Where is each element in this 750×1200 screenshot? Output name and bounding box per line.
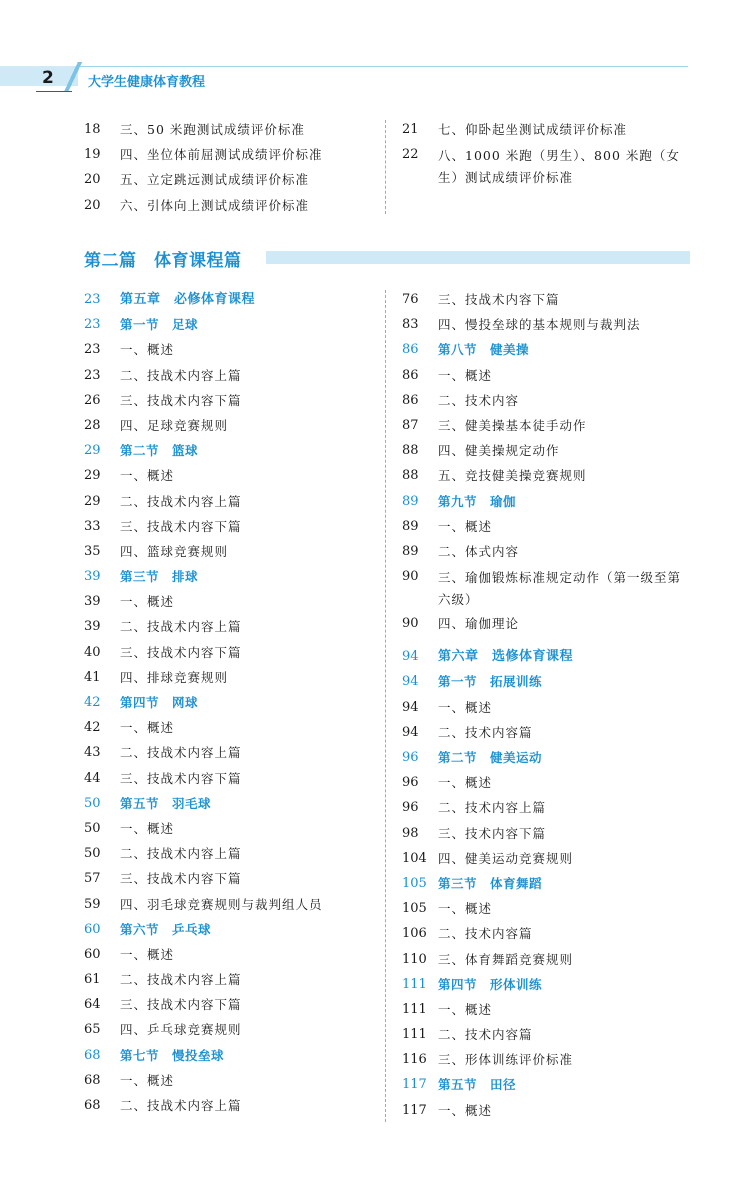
toc-entry [84,196,374,221]
toc-page-number: 94 [402,699,419,715]
toc-section-entry [402,1075,692,1100]
toc-page-number: 35 [84,543,101,559]
toc-entry-title: 二、技术内容篇 [438,1027,533,1043]
toc-entry-title: 第三节 体育舞蹈 [438,875,543,891]
toc-entry [402,899,692,924]
toc-entry [84,668,374,693]
toc-chapter-entry [84,290,374,315]
toc-page-number: 117 [402,1102,427,1118]
toc-entry [402,416,692,441]
toc-entry-title: 第六节 乒乓球 [120,921,212,937]
toc-entry [84,995,374,1020]
toc-entry [402,391,692,416]
toc-page-number: 105 [402,901,427,917]
book-title: 大学生健康体育教程 [88,75,206,90]
toc-page-number: 104 [402,850,427,866]
toc-page-number: 86 [402,367,419,383]
toc-section-entry [402,492,692,517]
toc-entry-title: 一、概述 [120,946,175,962]
toc-page-number: 33 [84,518,101,534]
toc-section-entry [402,340,692,365]
toc-page-number: 50 [84,795,101,811]
toc-entry [84,617,374,642]
toc-entry-title: 三、技战术内容下篇 [438,292,560,307]
toc-entry [84,1096,374,1121]
toc-page-number: 23 [84,367,101,383]
toc-section-entry [84,693,374,718]
toc-page-number: 41 [84,669,101,685]
toc-section-entry [402,874,692,899]
toc-page-number: 23 [84,292,101,307]
toc-entry-title: 四、羽毛球竞赛规则与裁判组人员 [120,896,323,912]
toc-page-number: 60 [84,921,101,937]
toc-entry [402,798,692,823]
toc-entry [84,1020,374,1045]
toc-entry-title: 四、足球竞赛规则 [120,417,229,433]
toc-entry-title: 二、技术内容篇 [438,724,533,740]
toc-section-entry [84,794,374,819]
column-divider-top [385,120,386,214]
toc-entry-title: 第一节 拓展训练 [438,674,543,690]
toc-section-entry [84,920,374,945]
toc-entry-title: 一、概述 [120,342,175,358]
toc-page-number: 89 [402,493,419,509]
toc-chapter-entry [402,647,692,672]
toc-page-number: 96 [402,750,419,765]
toc-entry-title: 二、技战术内容上篇 [120,745,242,761]
toc-entry [84,416,374,441]
toc-entry-title: 第六章 选修体育课程 [438,649,574,665]
toc-page-number: 68 [84,1098,101,1113]
toc-entry-title: 一、概述 [120,720,175,736]
toc-entry-title: 三、体育舞蹈竞赛规则 [438,951,574,967]
toc-entry-title: 五、竞技健美操竞赛规则 [438,468,587,484]
toc-page-number: 68 [84,1072,101,1088]
toc-entry [84,869,374,894]
toc-page-number: 39 [84,594,101,610]
page-number: 2 [42,68,54,88]
toc-entry [402,614,692,639]
toc-entry [402,290,692,315]
toc-entry [84,718,374,743]
toc-entry-title: 二、体式内容 [438,543,520,559]
toc-entry-title: 四、瑜伽理论 [438,616,520,632]
toc-page-number: 19 [84,147,101,163]
toc-entry [402,773,692,798]
toc-page-number: 28 [84,417,101,433]
toc-entry [402,849,692,874]
toc-page-number: 29 [84,493,101,509]
toc-entry [84,970,374,995]
toc-section-entry [84,567,374,592]
toc-page-number: 86 [402,392,419,408]
toc-entry [84,643,374,668]
toc-entry-title: 一、概述 [120,468,175,484]
toc-page-number: 106 [402,926,427,942]
toc-entry-title: 一、概述 [438,775,493,791]
toc-entry-title: 三、技术内容下篇 [438,825,547,841]
toc-entry-title: 一、概述 [120,1072,175,1088]
toc-top-left-column [84,120,374,221]
toc-entry-title: 四、排球竞赛规则 [120,669,229,685]
toc-entry-title: 三、50 米跑测试成绩评价标准 [120,122,305,137]
toc-entry [402,441,692,466]
toc-page-number: 50 [84,820,101,836]
toc-entry-title: 五、立定跳远测试成绩评价标准 [120,172,310,188]
toc-entry-title: 第一节 足球 [120,317,199,333]
toc-entry [402,950,692,975]
toc-page-number: 50 [84,846,101,862]
toc-entry [402,924,692,949]
toc-entry [84,819,374,844]
toc-entry-title: 四、慢投垒球的基本规则与裁判法 [438,317,641,333]
toc-page-number: 40 [84,644,101,660]
toc-entry-title: 四、乒乓球竞赛规则 [120,1022,242,1038]
toc-entry [402,120,692,145]
toc-page-number: 20 [84,172,101,188]
toc-page-number: 117 [402,1077,427,1093]
toc-page-number: 23 [84,342,101,358]
toc-page-number: 42 [84,720,101,736]
toc-entry-title: 二、技战术内容上篇 [120,1098,242,1113]
toc-entry [402,517,692,542]
toc-entry-title: 三、技战术内容下篇 [120,392,242,408]
toc-entry [402,466,692,491]
toc-page-number: 64 [84,997,101,1013]
toc-page-number: 94 [402,674,419,690]
toc-page-number: 42 [84,695,101,710]
toc-page-number: 39 [84,569,101,585]
toc-entry-title: 第二节 篮球 [120,443,199,459]
part-title-bar [266,251,690,264]
toc-entry [84,517,374,542]
toc-entry-title: 四、坐位体前屈测试成绩评价标准 [120,147,323,163]
toc-page-number: 111 [402,1027,427,1043]
toc-entry [84,145,374,170]
part-title: 第二篇 体育课程篇 [84,251,242,271]
toc-page-number: 39 [84,619,101,635]
toc-entry [84,170,374,195]
toc-entry-title: 一、概述 [438,901,493,917]
toc-page-number: 65 [84,1022,101,1038]
toc-page-number: 111 [402,1001,427,1017]
toc-entry [402,698,692,723]
toc-entry [84,542,374,567]
toc-entry-title: 一、概述 [120,594,175,610]
toc-entry [402,542,692,567]
toc-entry [402,1000,692,1025]
toc-section-entry [84,315,374,340]
toc-entry-title: 第九节 瑜伽 [438,493,517,509]
toc-page-number: 22 [402,147,419,163]
toc-page-number: 83 [402,317,419,333]
column-divider-main [385,290,386,1122]
toc-entry [402,145,692,192]
toc-entry-title: 八、1000 米跑（男生）、800 米跑（女生）测试成绩评价标准 [438,148,680,186]
toc-section-entry [402,672,692,697]
toc-page-number: 76 [402,292,419,307]
toc-page-number: 57 [84,871,101,887]
toc-entry-title: 二、技术内容上篇 [438,800,547,816]
toc-page-number: 61 [84,972,101,988]
header-slash-decoration [62,62,84,92]
toc-entry-title: 二、技战术内容上篇 [120,493,242,509]
toc-page-number: 111 [402,976,427,992]
page-number-underline [36,91,72,92]
toc-entry-title: 一、概述 [438,1102,493,1118]
toc-entry [84,492,374,517]
toc-entry-title: 三、技战术内容下篇 [120,770,242,786]
toc-entry-title: 二、技战术内容上篇 [120,619,242,635]
toc-entry-title: 四、健美操规定动作 [438,443,560,459]
toc-entry [402,723,692,748]
toc-entry [402,1025,692,1050]
toc-page-number: 23 [84,317,101,333]
toc-entry-title: 第四节 形体训练 [438,976,543,992]
toc-entry-title: 三、技战术内容下篇 [120,871,242,887]
toc-page-number: 26 [84,392,101,408]
toc-entry-title: 一、概述 [438,518,493,534]
toc-page-number: 98 [402,825,419,841]
toc-entry [84,844,374,869]
page-header [0,56,750,96]
toc-section-entry [402,748,692,773]
toc-entry-title: 第二节 健美运动 [438,750,543,765]
toc-page-number: 20 [84,197,101,213]
toc-entry-title: 第五节 羽毛球 [120,795,212,811]
toc-page-number: 29 [84,443,101,459]
toc-entry-title: 七、仰卧起坐测试成绩评价标准 [438,122,628,137]
toc-section-entry [84,441,374,466]
toc-page-number: 96 [402,775,419,791]
toc-page-number: 94 [402,649,419,665]
toc-entry-title: 三、技战术内容下篇 [120,644,242,660]
toc-entry-title: 三、健美操基本徒手动作 [438,417,587,433]
toc-entry-title: 三、瑜伽锻炼标准规定动作（第一级至第六级） [438,570,682,608]
toc-entry-title: 二、技术内容 [438,392,520,408]
toc-page-number: 44 [84,770,101,786]
toc-entry-title: 一、概述 [120,820,175,836]
toc-entry [402,1101,692,1126]
toc-page-number: 90 [402,616,419,632]
toc-entry-title: 第三节 排球 [120,569,199,585]
toc-entry-title: 四、健美运动竞赛规则 [438,850,574,866]
toc-entry [402,824,692,849]
toc-entry-title: 二、技战术内容上篇 [120,367,242,383]
toc-entry-title: 第七节 慢投垒球 [120,1047,225,1063]
toc-page-number: 110 [402,951,427,967]
toc-page-number: 94 [402,724,419,740]
toc-page-number: 89 [402,518,419,534]
toc-entry-title: 四、篮球竞赛规则 [120,543,229,559]
header-rule [76,66,688,67]
toc-page-number: 29 [84,468,101,484]
toc-entry-title: 二、技术内容篇 [438,926,533,942]
toc-page-number: 18 [84,122,101,137]
toc-page-number: 96 [402,800,419,816]
toc-page-number: 88 [402,443,419,459]
toc-entry-title: 一、概述 [438,699,493,715]
toc-entry-title: 三、技战术内容下篇 [120,518,242,534]
toc-page-number: 89 [402,543,419,559]
toc-section-entry [402,975,692,1000]
toc-entry-title: 第五节 田径 [438,1077,517,1093]
toc-entry-title: 二、技战术内容上篇 [120,972,242,988]
toc-entry [84,1071,374,1096]
toc-left-column [84,290,374,1121]
toc-page-number: 90 [402,569,419,585]
toc-entry [84,466,374,491]
toc-entry [402,1050,692,1075]
toc-page-number: 88 [402,468,419,484]
toc-entry [84,391,374,416]
part-heading-row [84,246,690,271]
toc-page-number: 60 [84,946,101,962]
toc-entry-title: 一、概述 [438,1001,493,1017]
toc-page-number: 68 [84,1047,101,1063]
toc-entry [84,366,374,391]
toc-entry-title: 三、形体训练评价标准 [438,1052,574,1068]
toc-entry-title: 一、概述 [438,367,493,383]
toc-entry [84,769,374,794]
toc-entry [84,945,374,970]
toc-right-column [402,290,692,1126]
toc-page-number: 105 [402,875,427,891]
toc-entry [84,743,374,768]
toc-top-right-column [402,120,692,192]
toc-page-number: 43 [84,745,101,761]
toc-entry [84,120,374,145]
toc-entry-title: 三、技战术内容下篇 [120,997,242,1013]
toc-entry [84,340,374,365]
toc-page-number: 86 [402,342,419,358]
toc-entry-title: 第八节 健美操 [438,342,530,358]
toc-entry-title: 二、技战术内容上篇 [120,846,242,862]
toc-entry [84,895,374,920]
toc-page-number: 116 [402,1052,427,1068]
toc-entry [402,315,692,340]
toc-entry [84,592,374,617]
toc-entry-title: 第四节 网球 [120,695,199,710]
toc-section-entry [84,1046,374,1071]
toc-entry-title: 第五章 必修体育课程 [120,292,256,307]
toc-page-number: 87 [402,417,419,433]
toc-page-number: 59 [84,896,101,912]
toc-page-number: 21 [402,122,419,137]
toc-entry-title: 六、引体向上测试成绩评价标准 [120,197,310,213]
toc-entry [402,366,692,391]
toc-entry [402,567,692,614]
